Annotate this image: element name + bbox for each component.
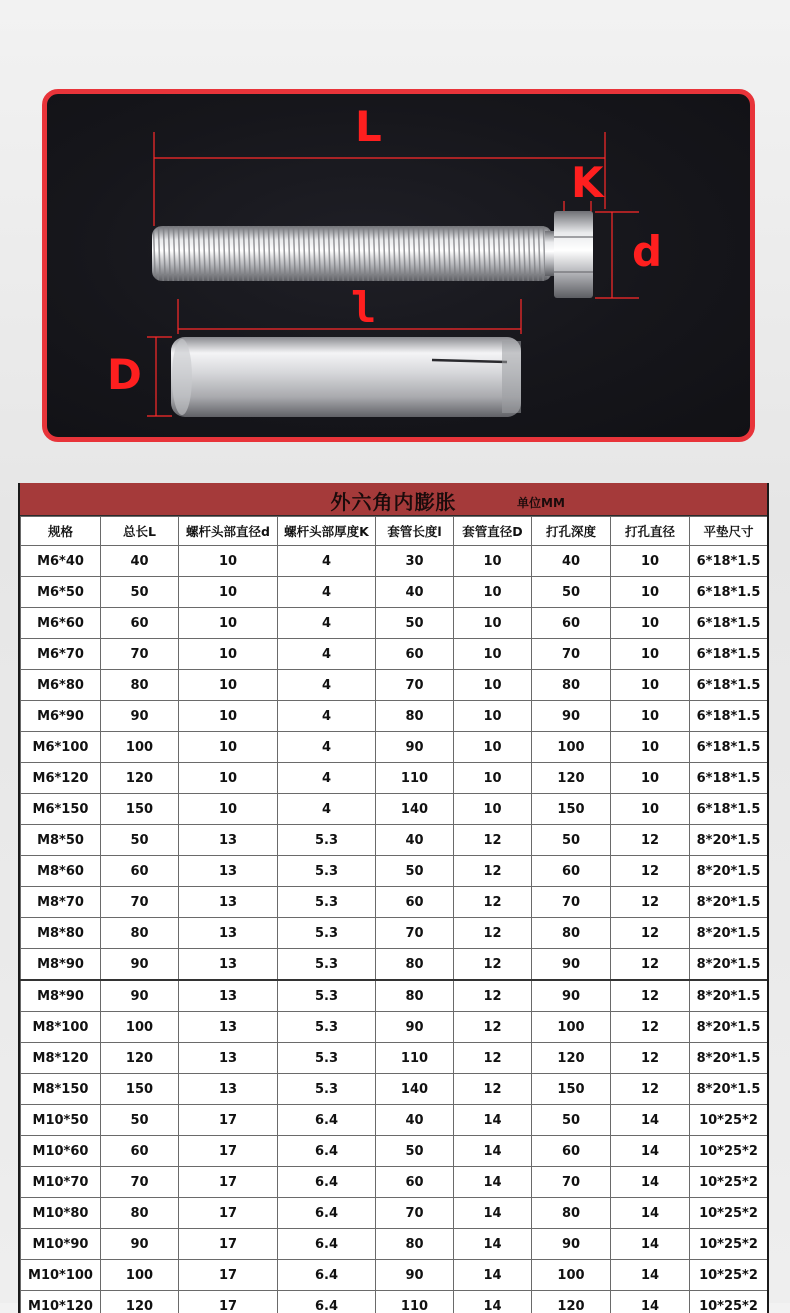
- value-cell: 80: [376, 1229, 454, 1260]
- value-cell: 90: [376, 1260, 454, 1291]
- value-cell: 70: [101, 1167, 179, 1198]
- value-cell: 5.3: [278, 856, 376, 887]
- spec-cell: M6*70: [21, 639, 101, 670]
- value-cell: 13: [179, 1074, 278, 1105]
- value-cell: 90: [101, 949, 179, 981]
- value-cell: 8*20*1.5: [690, 980, 768, 1012]
- value-cell: 6.4: [278, 1136, 376, 1167]
- value-cell: 80: [101, 918, 179, 949]
- value-cell: 80: [532, 918, 611, 949]
- value-cell: 10: [179, 701, 278, 732]
- value-cell: 5.3: [278, 887, 376, 918]
- value-cell: 5.3: [278, 918, 376, 949]
- table-row: [21, 670, 768, 701]
- value-cell: 10: [611, 608, 690, 639]
- value-cell: 80: [532, 670, 611, 701]
- value-cell: 10: [611, 670, 690, 701]
- value-cell: 50: [101, 825, 179, 856]
- value-cell: 100: [101, 732, 179, 763]
- value-cell: 10: [179, 577, 278, 608]
- value-cell: 13: [179, 949, 278, 981]
- value-cell: 5.3: [278, 1012, 376, 1043]
- column-header: 套管直径D: [454, 517, 532, 546]
- value-cell: 14: [454, 1291, 532, 1313]
- head-thickness-label-K: K: [571, 162, 604, 204]
- spec-cell: M6*50: [21, 577, 101, 608]
- value-cell: 4: [278, 670, 376, 701]
- table-title-bar: [20, 483, 767, 516]
- value-cell: 90: [532, 980, 611, 1012]
- value-cell: 110: [376, 763, 454, 794]
- value-cell: 12: [611, 980, 690, 1012]
- column-header: 螺杆头部厚度K: [278, 517, 376, 546]
- value-cell: 13: [179, 918, 278, 949]
- value-cell: 4: [278, 701, 376, 732]
- value-cell: 13: [179, 856, 278, 887]
- value-cell: 10: [179, 639, 278, 670]
- expansion-sleeve: [171, 337, 521, 417]
- table-row: [21, 1136, 768, 1167]
- column-header: 总长L: [101, 517, 179, 546]
- value-cell: 100: [101, 1012, 179, 1043]
- value-cell: 6.4: [278, 1198, 376, 1229]
- spec-cell: M10*100: [21, 1260, 101, 1291]
- value-cell: 50: [376, 856, 454, 887]
- value-cell: 150: [101, 794, 179, 825]
- value-cell: 100: [101, 1260, 179, 1291]
- spec-grid: [20, 516, 768, 1313]
- value-cell: 17: [179, 1167, 278, 1198]
- value-cell: 90: [532, 949, 611, 981]
- table-row: [21, 546, 768, 577]
- value-cell: 60: [532, 608, 611, 639]
- value-cell: 80: [376, 701, 454, 732]
- column-header: 规格: [21, 517, 101, 546]
- value-cell: 4: [278, 763, 376, 794]
- table-row: [21, 856, 768, 887]
- value-cell: 10: [179, 608, 278, 639]
- value-cell: 70: [532, 1167, 611, 1198]
- value-cell: 6*18*1.5: [690, 763, 768, 794]
- value-cell: 90: [532, 1229, 611, 1260]
- spec-cell: M8*80: [21, 918, 101, 949]
- value-cell: 13: [179, 1012, 278, 1043]
- value-cell: 8*20*1.5: [690, 856, 768, 887]
- spec-cell: M8*50: [21, 825, 101, 856]
- value-cell: 10: [454, 546, 532, 577]
- value-cell: 150: [101, 1074, 179, 1105]
- value-cell: 14: [454, 1105, 532, 1136]
- table-row: [21, 980, 768, 1012]
- value-cell: 5.3: [278, 825, 376, 856]
- value-cell: 12: [611, 1043, 690, 1074]
- spec-cell: M8*150: [21, 1074, 101, 1105]
- value-cell: 50: [376, 608, 454, 639]
- table-row: [21, 1167, 768, 1198]
- spec-cell: M10*80: [21, 1198, 101, 1229]
- value-cell: 90: [101, 1229, 179, 1260]
- value-cell: 12: [611, 825, 690, 856]
- value-cell: 60: [101, 856, 179, 887]
- value-cell: 12: [611, 887, 690, 918]
- table-row: [21, 918, 768, 949]
- value-cell: 80: [101, 1198, 179, 1229]
- value-cell: 10: [611, 763, 690, 794]
- value-cell: 13: [179, 887, 278, 918]
- value-cell: 14: [454, 1136, 532, 1167]
- value-cell: 5.3: [278, 1043, 376, 1074]
- value-cell: 12: [611, 949, 690, 981]
- value-cell: 10*25*2: [690, 1167, 768, 1198]
- value-cell: 4: [278, 639, 376, 670]
- table-row: [21, 1043, 768, 1074]
- value-cell: 14: [611, 1167, 690, 1198]
- value-cell: 40: [101, 546, 179, 577]
- column-header: 打孔深度: [532, 517, 611, 546]
- value-cell: 4: [278, 608, 376, 639]
- value-cell: 80: [376, 980, 454, 1012]
- value-cell: 120: [532, 763, 611, 794]
- value-cell: 50: [101, 577, 179, 608]
- table-row: [21, 1105, 768, 1136]
- table-row: [21, 639, 768, 670]
- column-header: 打孔直径: [611, 517, 690, 546]
- value-cell: 17: [179, 1136, 278, 1167]
- value-cell: 12: [611, 918, 690, 949]
- value-cell: 110: [376, 1043, 454, 1074]
- value-cell: 17: [179, 1229, 278, 1260]
- value-cell: 60: [376, 1167, 454, 1198]
- spec-cell: M6*40: [21, 546, 101, 577]
- value-cell: 12: [454, 856, 532, 887]
- value-cell: 10: [179, 670, 278, 701]
- value-cell: 14: [611, 1229, 690, 1260]
- value-cell: 60: [376, 639, 454, 670]
- value-cell: 30: [376, 546, 454, 577]
- value-cell: 6.4: [278, 1260, 376, 1291]
- value-cell: 12: [454, 825, 532, 856]
- value-cell: 140: [376, 794, 454, 825]
- value-cell: 50: [532, 825, 611, 856]
- unit-label: 单位MM: [517, 494, 565, 511]
- value-cell: 90: [376, 732, 454, 763]
- table-row: [21, 1012, 768, 1043]
- value-cell: 14: [611, 1136, 690, 1167]
- value-cell: 10: [454, 794, 532, 825]
- spec-cell: M8*120: [21, 1043, 101, 1074]
- value-cell: 10*25*2: [690, 1105, 768, 1136]
- value-cell: 10: [454, 639, 532, 670]
- table-row: [21, 1260, 768, 1291]
- value-cell: 10: [179, 546, 278, 577]
- value-cell: 90: [101, 701, 179, 732]
- value-cell: 8*20*1.5: [690, 918, 768, 949]
- value-cell: 17: [179, 1105, 278, 1136]
- value-cell: 6.4: [278, 1105, 376, 1136]
- value-cell: 8*20*1.5: [690, 949, 768, 981]
- spec-cell: M6*90: [21, 701, 101, 732]
- value-cell: 10*25*2: [690, 1136, 768, 1167]
- value-cell: 13: [179, 1043, 278, 1074]
- value-cell: 100: [532, 732, 611, 763]
- sleeve-diameter-label-D: D: [107, 354, 142, 396]
- table-title: 外六角内膨胀: [20, 486, 767, 515]
- dimension-diagram: [42, 89, 755, 442]
- value-cell: 13: [179, 980, 278, 1012]
- spec-cell: M10*120: [21, 1291, 101, 1313]
- value-cell: 40: [376, 577, 454, 608]
- value-cell: 60: [101, 1136, 179, 1167]
- value-cell: 60: [532, 1136, 611, 1167]
- value-cell: 40: [532, 546, 611, 577]
- column-header: 套管长度l: [376, 517, 454, 546]
- table-row: [21, 1229, 768, 1260]
- value-cell: 12: [454, 887, 532, 918]
- spec-cell: M10*50: [21, 1105, 101, 1136]
- table-header-row: [21, 517, 768, 546]
- spec-cell: M8*100: [21, 1012, 101, 1043]
- value-cell: 10: [611, 639, 690, 670]
- value-cell: 17: [179, 1198, 278, 1229]
- value-cell: 10*25*2: [690, 1198, 768, 1229]
- value-cell: 150: [532, 794, 611, 825]
- table-row: [21, 1074, 768, 1105]
- value-cell: 70: [376, 670, 454, 701]
- value-cell: 17: [179, 1291, 278, 1313]
- value-cell: 10: [611, 577, 690, 608]
- value-cell: 80: [376, 949, 454, 981]
- value-cell: 14: [611, 1260, 690, 1291]
- table-row: [21, 1198, 768, 1229]
- value-cell: 6*18*1.5: [690, 732, 768, 763]
- value-cell: 70: [101, 887, 179, 918]
- value-cell: 120: [101, 1291, 179, 1313]
- spec-cell: M8*90: [21, 980, 101, 1012]
- head-diameter-label-d: d: [632, 231, 662, 273]
- value-cell: 10*25*2: [690, 1291, 768, 1313]
- value-cell: 14: [454, 1260, 532, 1291]
- value-cell: 12: [454, 1074, 532, 1105]
- value-cell: 6*18*1.5: [690, 639, 768, 670]
- value-cell: 8*20*1.5: [690, 1074, 768, 1105]
- value-cell: 12: [611, 856, 690, 887]
- value-cell: 8*20*1.5: [690, 825, 768, 856]
- value-cell: 10: [454, 763, 532, 794]
- value-cell: 70: [376, 1198, 454, 1229]
- column-header: 平垫尺寸: [690, 517, 768, 546]
- table-row: [21, 825, 768, 856]
- value-cell: 17: [179, 1260, 278, 1291]
- value-cell: 12: [454, 980, 532, 1012]
- value-cell: 70: [532, 639, 611, 670]
- value-cell: 14: [454, 1167, 532, 1198]
- value-cell: 70: [101, 639, 179, 670]
- value-cell: 110: [376, 1291, 454, 1313]
- value-cell: 50: [532, 577, 611, 608]
- value-cell: 10: [611, 794, 690, 825]
- value-cell: 14: [611, 1105, 690, 1136]
- value-cell: 100: [532, 1260, 611, 1291]
- value-cell: 6*18*1.5: [690, 670, 768, 701]
- value-cell: 6.4: [278, 1167, 376, 1198]
- spec-cell: M6*100: [21, 732, 101, 763]
- value-cell: 10: [611, 732, 690, 763]
- value-cell: 5.3: [278, 1074, 376, 1105]
- value-cell: 10: [179, 794, 278, 825]
- value-cell: 60: [376, 887, 454, 918]
- value-cell: 14: [611, 1291, 690, 1313]
- value-cell: 60: [101, 608, 179, 639]
- value-cell: 50: [101, 1105, 179, 1136]
- spec-cell: M6*60: [21, 608, 101, 639]
- table-row: [21, 949, 768, 981]
- value-cell: 70: [532, 887, 611, 918]
- column-header: 螺杆头部直径d: [179, 517, 278, 546]
- value-cell: 4: [278, 732, 376, 763]
- value-cell: 12: [454, 1012, 532, 1043]
- value-cell: 6.4: [278, 1229, 376, 1260]
- value-cell: 100: [532, 1012, 611, 1043]
- value-cell: 6*18*1.5: [690, 546, 768, 577]
- value-cell: 120: [101, 763, 179, 794]
- table-row: [21, 887, 768, 918]
- value-cell: 150: [532, 1074, 611, 1105]
- value-cell: 5.3: [278, 980, 376, 1012]
- value-cell: 12: [611, 1074, 690, 1105]
- value-cell: 10: [454, 608, 532, 639]
- table-row: [21, 1291, 768, 1313]
- value-cell: 10: [454, 701, 532, 732]
- table-row: [21, 577, 768, 608]
- value-cell: 6*18*1.5: [690, 577, 768, 608]
- value-cell: 8*20*1.5: [690, 1043, 768, 1074]
- value-cell: 6.4: [278, 1291, 376, 1313]
- value-cell: 10: [611, 701, 690, 732]
- spec-cell: M10*60: [21, 1136, 101, 1167]
- value-cell: 40: [376, 1105, 454, 1136]
- value-cell: 10: [611, 546, 690, 577]
- spec-cell: M8*90: [21, 949, 101, 981]
- value-cell: 14: [454, 1229, 532, 1260]
- value-cell: 10*25*2: [690, 1260, 768, 1291]
- table-row: [21, 732, 768, 763]
- value-cell: 4: [278, 546, 376, 577]
- table-body: [21, 546, 768, 1313]
- value-cell: 50: [376, 1136, 454, 1167]
- value-cell: 80: [101, 670, 179, 701]
- spec-cell: M8*70: [21, 887, 101, 918]
- value-cell: 12: [454, 949, 532, 981]
- value-cell: 10: [179, 763, 278, 794]
- spec-cell: M6*80: [21, 670, 101, 701]
- value-cell: 6*18*1.5: [690, 608, 768, 639]
- spec-cell: M10*90: [21, 1229, 101, 1260]
- value-cell: 10: [179, 732, 278, 763]
- table-row: [21, 794, 768, 825]
- spec-table: [18, 483, 769, 1313]
- value-cell: 90: [376, 1012, 454, 1043]
- value-cell: 90: [532, 701, 611, 732]
- value-cell: 10: [454, 670, 532, 701]
- value-cell: 40: [376, 825, 454, 856]
- table-row: [21, 763, 768, 794]
- value-cell: 12: [611, 1012, 690, 1043]
- spec-cell: M8*60: [21, 856, 101, 887]
- sleeve-length-label-l: l: [351, 287, 376, 329]
- value-cell: 120: [101, 1043, 179, 1074]
- value-cell: 50: [532, 1105, 611, 1136]
- value-cell: 10*25*2: [690, 1229, 768, 1260]
- value-cell: 6*18*1.5: [690, 794, 768, 825]
- spec-cell: M6*150: [21, 794, 101, 825]
- value-cell: 120: [532, 1043, 611, 1074]
- value-cell: 14: [611, 1198, 690, 1229]
- value-cell: 10: [454, 577, 532, 608]
- length-label-L: L: [355, 106, 382, 148]
- value-cell: 8*20*1.5: [690, 887, 768, 918]
- spec-cell: M10*70: [21, 1167, 101, 1198]
- value-cell: 12: [454, 918, 532, 949]
- value-cell: 4: [278, 794, 376, 825]
- value-cell: 120: [532, 1291, 611, 1313]
- value-cell: 6*18*1.5: [690, 701, 768, 732]
- value-cell: 10: [454, 732, 532, 763]
- value-cell: 4: [278, 577, 376, 608]
- value-cell: 14: [454, 1198, 532, 1229]
- value-cell: 13: [179, 825, 278, 856]
- value-cell: 90: [101, 980, 179, 1012]
- value-cell: 80: [532, 1198, 611, 1229]
- spec-cell: M6*120: [21, 763, 101, 794]
- value-cell: 70: [376, 918, 454, 949]
- value-cell: 60: [532, 856, 611, 887]
- value-cell: 5.3: [278, 949, 376, 981]
- table-row: [21, 701, 768, 732]
- value-cell: 8*20*1.5: [690, 1012, 768, 1043]
- table-row: [21, 608, 768, 639]
- value-cell: 12: [454, 1043, 532, 1074]
- value-cell: 140: [376, 1074, 454, 1105]
